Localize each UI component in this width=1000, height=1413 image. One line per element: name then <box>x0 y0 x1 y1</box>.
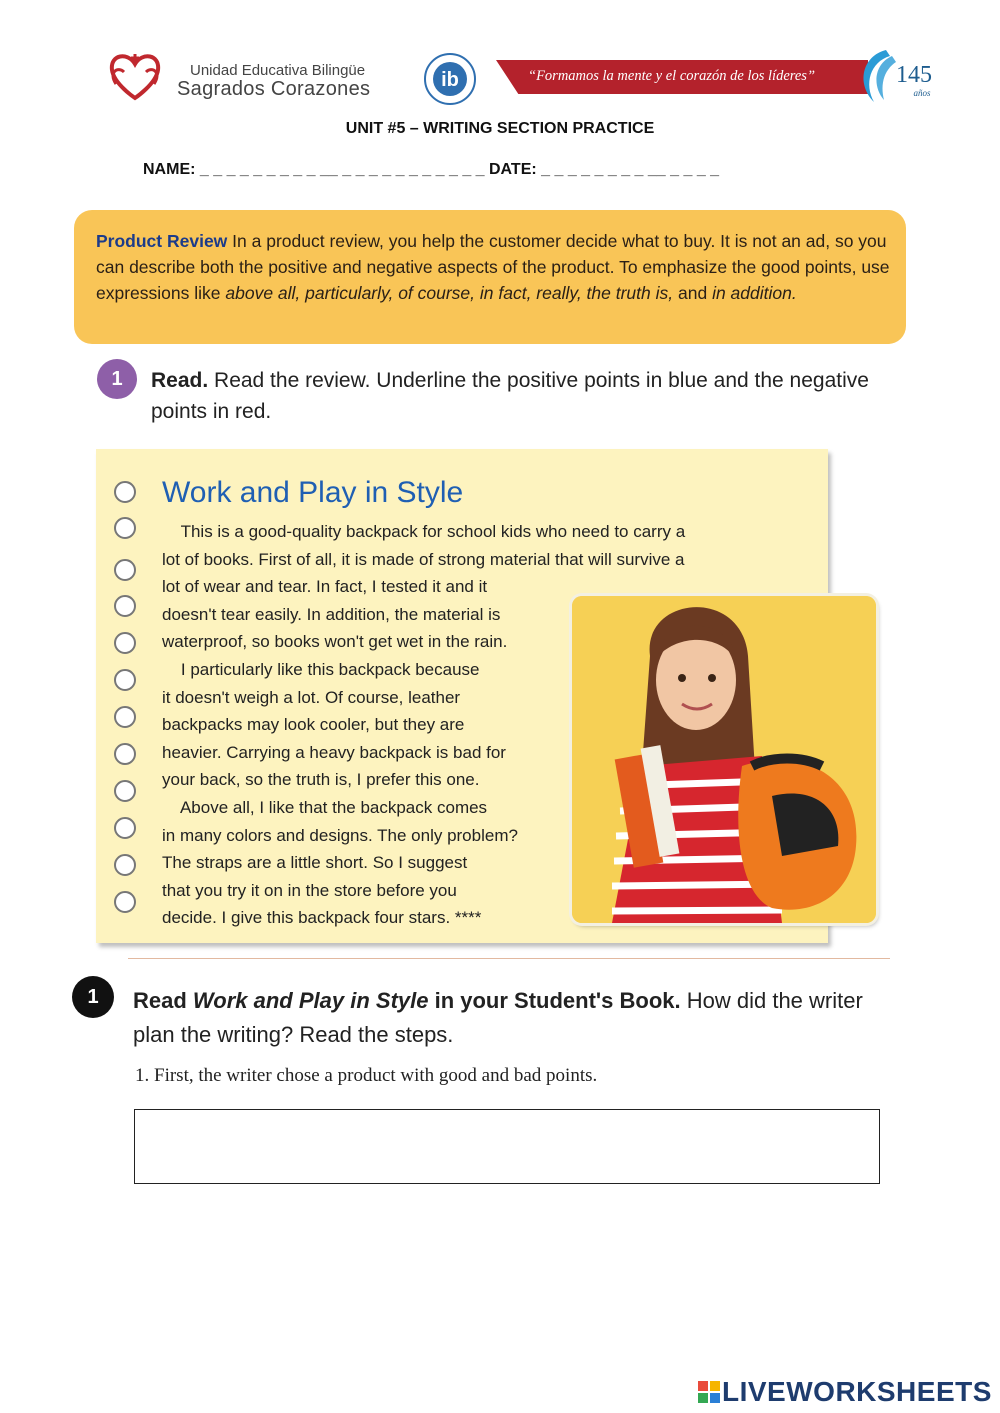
school-logo-icon <box>104 50 166 104</box>
activity2-title-ref: Work and Play in Style <box>192 988 429 1013</box>
anniversary-badge-icon <box>856 44 942 110</box>
activity2-read-word: Read <box>133 988 193 1013</box>
binder-hole <box>114 780 136 802</box>
school-name-line2: Sagrados Corazones <box>177 78 371 100</box>
binder-hole <box>114 817 136 839</box>
activity1-text: Read the review. Underline the positive points in blue and the negative points in red. <box>151 369 869 423</box>
liveworksheets-brand: LIVEWORKSHEETS <box>722 1376 992 1407</box>
activity2-number-badge: 1 <box>72 976 114 1018</box>
tip-heading: Product Review <box>96 231 228 251</box>
activity2-question: How did the writer plan the writing? Read the steps. <box>133 988 863 1047</box>
binder-hole <box>114 891 136 913</box>
answer-input-box[interactable] <box>134 1109 880 1184</box>
girl-with-backpack-illustration <box>572 596 876 923</box>
binder-hole <box>114 632 136 654</box>
activity1-label: Read. <box>151 369 209 392</box>
tip-last-expression: in addition. <box>712 283 797 303</box>
worksheet-title: UNIT #5 – WRITING SECTION PRACTICE <box>345 120 655 137</box>
section-divider <box>128 958 890 959</box>
review-body: This is a good-quality backpack for school kids who need to carry a lot of books. First of all, it is made of strong material that will survive a lot of wear and tear. In fact, I tested it and it doesn't tear easily. In addition, the material is waterproof, so books won't get wet in the rain. I particularly like this backpack because it doesn't weigh a lot. Of course, leather backpacks may look cooler, but they are heavier. Carrying a heavy backpack is bad for your back, so the truth is, I prefer this one. Above all, I like that the backpack comes in many colors and designs. The only problem? The straps are a little short. So I suggest that you try it on in the store before you decide. I give this backpack four stars. **** <box>162 522 686 928</box>
activity1-number-badge: 1 <box>97 359 137 399</box>
step-1-text: 1. First, the writer chose a product with good and bad points. <box>135 1065 598 1086</box>
review-title: Work and Play in Style <box>162 476 464 509</box>
anniversary-number: 145 <box>896 62 932 88</box>
activity2-book-ref: in your Student's Book. <box>428 988 681 1013</box>
binder-hole <box>114 481 136 503</box>
tip-expressions: above all, particularly, of course, in fact, really, the truth is, <box>225 283 674 303</box>
binder-hole <box>114 706 136 728</box>
binder-hole <box>114 854 136 876</box>
binder-hole <box>114 517 136 539</box>
student-photo <box>572 596 876 923</box>
tip-text-part1: In a product review, you help the customer decide what to buy. It is not an ad, so you can describe both the positive and negative aspects of the product. To emphasize the good points, use expressions like <box>96 231 890 303</box>
binder-hole <box>114 559 136 581</box>
tip-text-part2: and <box>673 283 713 303</box>
ib-logo-icon <box>420 52 480 106</box>
activity1-instruction <box>151 365 871 427</box>
tip-text <box>96 228 896 306</box>
activity2-instruction <box>133 984 903 1052</box>
school-name-line1: Unidad Educativa Bilingüe <box>190 62 366 79</box>
anniversary-word: años <box>913 88 931 98</box>
name-date-line: NAME: _ _ _ _ _ _ _ _ _ __ _ _ _ _ _ _ _ _ _ _ _ DATE: _ _ _ _ _ _ _ _ __ _ _ _ _ <box>143 161 720 178</box>
binder-hole <box>114 743 136 765</box>
ib-text: ib <box>441 69 459 91</box>
liveworksheets-logo-icon <box>698 1381 720 1403</box>
binder-hole <box>114 595 136 617</box>
motto-text: “Formamos la mente y el corazón de los líderes” <box>528 68 816 84</box>
binder-hole <box>114 669 136 691</box>
